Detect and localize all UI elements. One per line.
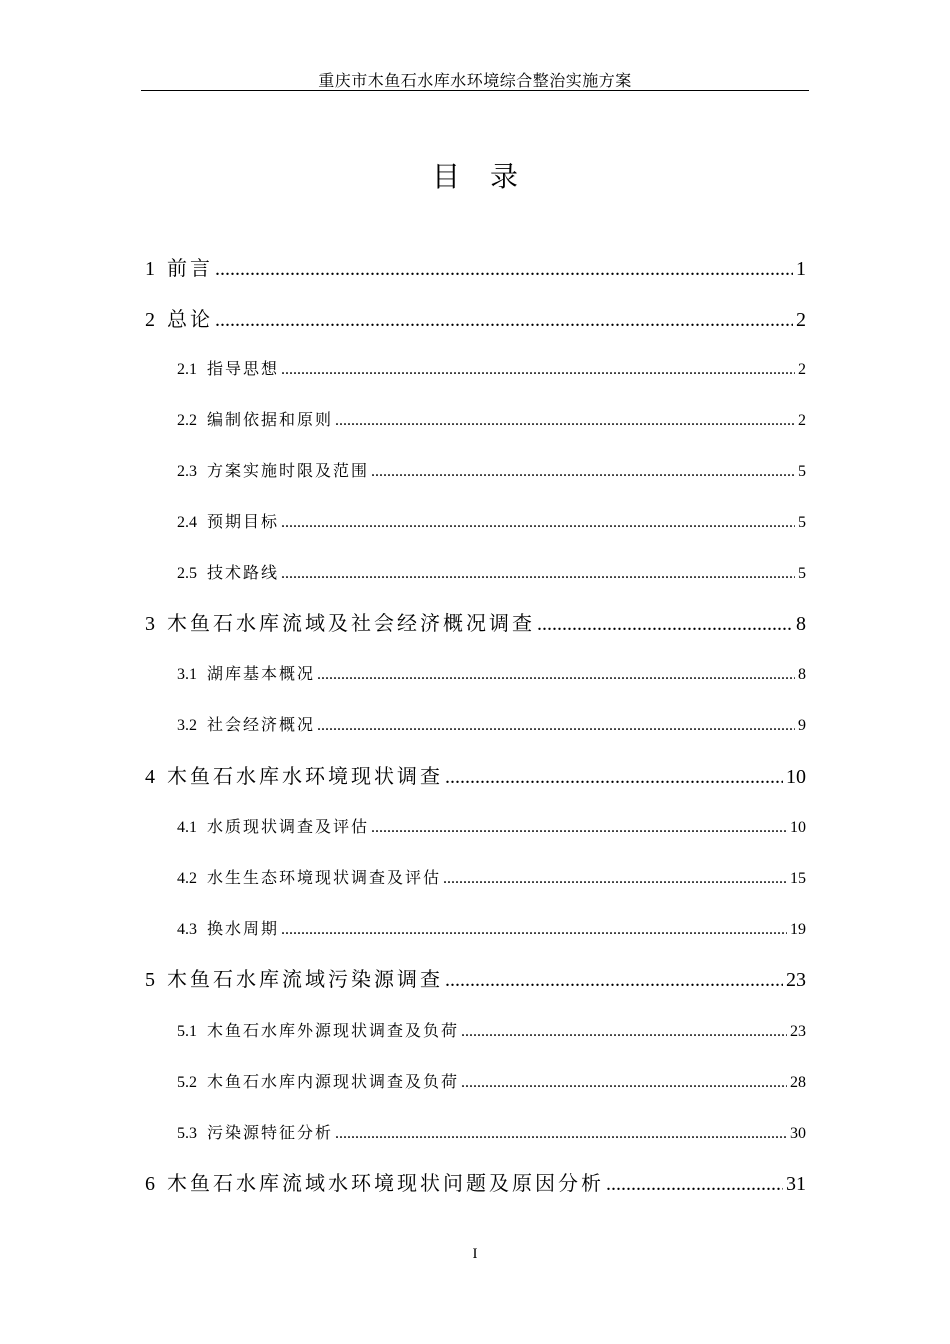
- toc-entry[interactable]: [177, 865, 806, 888]
- toc-entry-title: 换水周期: [207, 919, 280, 938]
- toc-entry[interactable]: [177, 560, 806, 583]
- toc-entry-number: 2: [145, 309, 155, 331]
- toc-entry-title: 前言: [167, 256, 213, 280]
- toc-entry-title: 木鱼石水库流域污染源调查: [167, 967, 443, 991]
- toc-entry-page: 15: [790, 870, 806, 887]
- toc-leader-dots: [445, 766, 783, 789]
- toc-entry[interactable]: [177, 712, 806, 735]
- toc-entry[interactable]: [145, 963, 806, 992]
- toc-leader-dots: [335, 1125, 787, 1143]
- toc-entry-title: 木鱼石水库内源现状调查及负荷: [207, 1072, 460, 1091]
- toc-entry-page: 28: [790, 1074, 806, 1091]
- toc-entry-page: 2: [796, 309, 806, 331]
- toc-entry[interactable]: [177, 407, 806, 430]
- toc-leader-dots: [281, 514, 795, 532]
- toc-entry[interactable]: [177, 814, 806, 837]
- toc-entry-title: 社会经济概况: [207, 715, 316, 734]
- toc-entry-number: 4.1: [177, 819, 197, 836]
- toc-leader-dots: [317, 717, 795, 735]
- toc-entry[interactable]: [177, 509, 806, 532]
- toc-leader-dots: [537, 613, 793, 636]
- toc-entry-number: 3.2: [177, 717, 197, 734]
- toc-leader-dots: [606, 1173, 783, 1196]
- toc-leader-dots: [281, 565, 795, 583]
- toc-entry-number: 2.5: [177, 565, 197, 582]
- toc-leader-dots: [281, 921, 787, 939]
- header-title: 重庆市木鱼石水库水环境综合整治实施方案: [318, 71, 632, 90]
- toc-leader-dots: [371, 819, 787, 837]
- toc-entry-page: 19: [790, 921, 806, 938]
- toc-entry[interactable]: [177, 1069, 806, 1092]
- toc-entry-page: 2: [798, 412, 806, 429]
- toc-entry-number: 5.3: [177, 1125, 197, 1142]
- toc-entry-page: 2: [798, 361, 806, 378]
- toc-entry-title: 技术路线: [207, 563, 280, 582]
- toc-entry[interactable]: [177, 1120, 806, 1143]
- toc-entry-number: 5: [145, 969, 155, 991]
- toc-leader-dots: [443, 870, 787, 888]
- toc-entry-title: 预期目标: [207, 512, 280, 531]
- toc-entry-title: 水质现状调查及评估: [207, 817, 370, 836]
- toc-entry-number: 2.4: [177, 514, 197, 531]
- toc-entry-title: 方案实施时限及范围: [207, 461, 370, 480]
- toc-entry-title: 水生生态环境现状调查及评估: [207, 868, 442, 887]
- page-number: I: [472, 1246, 478, 1262]
- toc-entry-page: 10: [786, 766, 806, 788]
- toc-leader-dots: [461, 1074, 787, 1092]
- toc-entry-title: 木鱼石水库流域水环境现状问题及原因分析: [167, 1171, 604, 1195]
- toc-entry-number: 3.1: [177, 666, 197, 683]
- toc-entry[interactable]: [145, 760, 806, 789]
- toc-entry-title: 总论: [167, 307, 213, 331]
- toc-entry[interactable]: [145, 303, 806, 332]
- toc-entry[interactable]: [145, 1167, 806, 1196]
- toc-entry-title: 编制依据和原则: [207, 410, 334, 429]
- toc-entry-number: 4.2: [177, 870, 197, 887]
- toc-entry-number: 4: [145, 766, 155, 788]
- toc-entry-title: 木鱼石水库外源现状调查及负荷: [207, 1021, 460, 1040]
- toc-entry-number: 2.2: [177, 412, 197, 429]
- toc-entry-title: 湖库基本概况: [207, 664, 316, 683]
- toc-entry-title: 污染源特征分析: [207, 1123, 334, 1142]
- toc-entry-number: 4.3: [177, 921, 197, 938]
- toc-entry-page: 1: [796, 258, 806, 280]
- toc-leader-dots: [281, 361, 795, 379]
- toc-entry-number: 5.2: [177, 1074, 197, 1091]
- toc-title: 目录: [431, 160, 548, 193]
- toc-entry[interactable]: [145, 607, 806, 636]
- page-header: [141, 60, 809, 91]
- toc-entry-page: 5: [798, 514, 806, 531]
- toc-entry-title: 木鱼石水库水环境现状调查: [167, 764, 443, 788]
- toc-entry-number: 2.3: [177, 463, 197, 480]
- toc-leader-dots: [371, 463, 795, 481]
- toc-leader-dots: [215, 309, 793, 332]
- toc-entry-number: 5.1: [177, 1023, 197, 1040]
- toc-entry-page: 8: [796, 613, 806, 635]
- toc-leader-dots: [317, 666, 795, 684]
- toc-entry[interactable]: [145, 252, 806, 281]
- toc-entry-page: 9: [798, 717, 806, 734]
- toc-entry[interactable]: [177, 661, 806, 684]
- toc-entry-number: 1: [145, 258, 155, 280]
- toc-entry-page: 30: [790, 1125, 806, 1142]
- toc-entry-page: 23: [786, 969, 806, 991]
- toc-entry[interactable]: [177, 458, 806, 481]
- toc-entry[interactable]: [177, 1018, 806, 1041]
- toc-leader-dots: [461, 1023, 787, 1041]
- toc-entry[interactable]: [177, 356, 806, 379]
- toc-entry-title: 指导思想: [207, 359, 280, 378]
- toc-entry-page: 31: [786, 1173, 806, 1195]
- toc-entry-page: 5: [798, 565, 806, 582]
- toc-entry-number: 6: [145, 1173, 155, 1195]
- toc-entry[interactable]: [177, 916, 806, 939]
- toc-entry-page: 10: [790, 819, 806, 836]
- toc-entry-title: 木鱼石水库流域及社会经济概况调查: [167, 611, 535, 635]
- toc-entry-page: 8: [798, 666, 806, 683]
- toc-entry-page: 5: [798, 463, 806, 480]
- toc-leader-dots: [335, 412, 795, 430]
- toc-entry-page: 23: [790, 1023, 806, 1040]
- toc-entry-number: 3: [145, 613, 155, 635]
- toc-entry-number: 2.1: [177, 361, 197, 378]
- toc-leader-dots: [215, 258, 793, 281]
- toc-leader-dots: [445, 969, 783, 992]
